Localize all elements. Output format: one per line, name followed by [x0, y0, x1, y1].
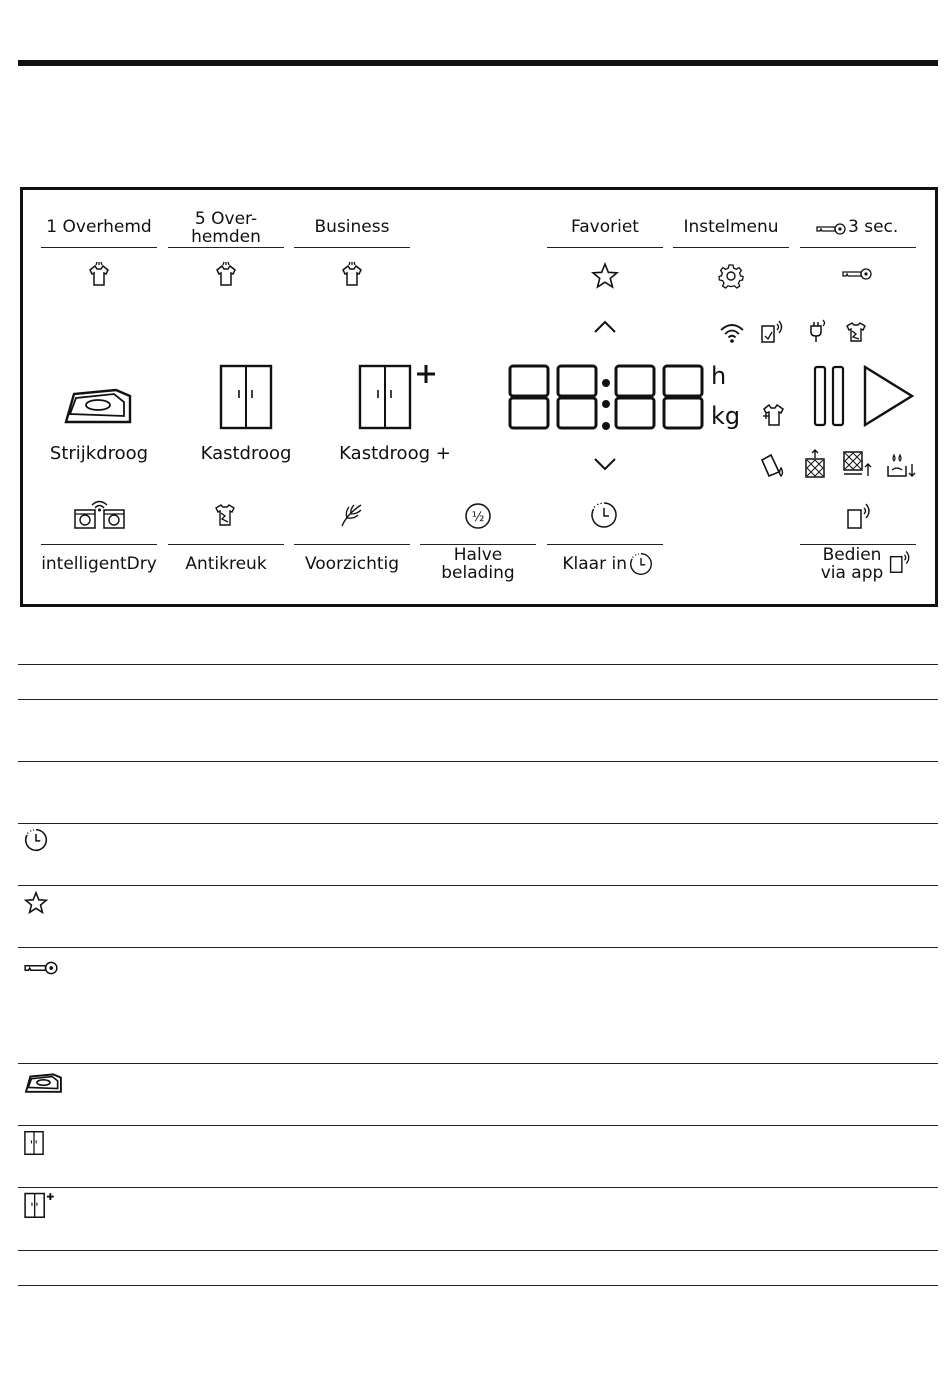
- divider: [673, 247, 789, 248]
- divider: [168, 544, 284, 545]
- chevron-down-icon[interactable]: [593, 457, 617, 471]
- business-label[interactable]: Business: [314, 217, 390, 237]
- cupboard-plus-icon[interactable]: [358, 362, 440, 430]
- table-rule: [18, 1125, 938, 1126]
- cupboard-plus-icon: [24, 1192, 56, 1218]
- water-container-icon: [759, 452, 787, 480]
- divider: [547, 544, 663, 545]
- divider: [41, 544, 157, 545]
- energy-plug-icon: [806, 318, 828, 344]
- divider: [294, 544, 410, 545]
- table-rule: [18, 947, 938, 948]
- top-rule: [18, 60, 938, 66]
- table-rule: [18, 761, 938, 762]
- cupboard-dry-label[interactable]: Kastdroog: [200, 443, 292, 464]
- anti-crease-icon: [212, 502, 238, 528]
- clock-icon: [629, 552, 653, 576]
- key-icon: [842, 267, 872, 281]
- remote-icon: [845, 500, 875, 530]
- shirt-icon: [85, 262, 113, 288]
- remote-icon: [888, 547, 914, 575]
- svg-text:½: ½: [471, 510, 485, 525]
- intelligent-dry-icon: [74, 498, 126, 530]
- wifi-icon: [719, 322, 745, 344]
- remote-start-icon: [759, 318, 785, 344]
- anti-crease-icon: [843, 320, 869, 344]
- half-load-label[interactable]: Halve belading: [441, 545, 515, 583]
- childlock-label[interactable]: 3 sec.: [848, 217, 899, 237]
- anti-crease-label[interactable]: Antikreuk: [185, 554, 267, 574]
- iron-dry-label[interactable]: Strijkdroog: [49, 443, 149, 464]
- favorite-label[interactable]: Favoriet: [571, 217, 639, 237]
- table-rule: [18, 1250, 938, 1251]
- table-rule: [18, 1187, 938, 1188]
- key-icon: [24, 960, 58, 976]
- iron-icon[interactable]: [64, 382, 134, 426]
- table-rule: [18, 1285, 938, 1286]
- star-icon: [591, 262, 619, 290]
- play-icon[interactable]: [862, 364, 916, 428]
- half-load-icon: [464, 502, 492, 530]
- divider: [41, 247, 157, 248]
- gear-icon: [718, 263, 744, 289]
- five-shirts-label[interactable]: 5 Over- hemden: [191, 209, 261, 247]
- shirt-icon: [212, 262, 240, 288]
- unit-hours: h: [711, 362, 727, 390]
- remote-label[interactable]: Bedien via app: [820, 545, 884, 583]
- pause-icon[interactable]: [813, 365, 845, 427]
- unit-kg: kg: [711, 402, 741, 430]
- table-rule: [18, 1063, 938, 1064]
- clock-icon: [590, 501, 618, 529]
- table-rule: [18, 823, 938, 824]
- shirt-icon: [338, 262, 366, 288]
- filter-rinse-icon: [842, 450, 874, 480]
- table-rule: [18, 664, 938, 665]
- table-rule: [18, 885, 938, 886]
- star-icon: [24, 891, 48, 915]
- intelligent-dry-label[interactable]: intelligentDry: [41, 554, 157, 574]
- ready-in-label[interactable]: Klaar in: [562, 554, 627, 574]
- add-laundry-icon: [760, 402, 788, 428]
- one-shirt-label[interactable]: 1 Overhemd: [46, 217, 152, 237]
- clock-icon: [24, 828, 48, 852]
- cupboard-dry-plus-label[interactable]: Kastdroog +: [339, 443, 451, 464]
- seven-segment-display: [508, 364, 704, 432]
- table-rule: [18, 699, 938, 700]
- cupboard-icon: [24, 1131, 44, 1155]
- divider: [800, 247, 916, 248]
- cupboard-icon[interactable]: [219, 364, 273, 430]
- chevron-up-icon[interactable]: [593, 320, 617, 334]
- iron-icon: [24, 1070, 64, 1094]
- filter-clean-icon: [803, 449, 827, 479]
- divider: [547, 247, 663, 248]
- condenser-empty-icon: [886, 452, 918, 480]
- divider: [294, 247, 410, 248]
- feather-icon: [339, 502, 365, 528]
- key-icon: [816, 222, 846, 236]
- settings-menu-label[interactable]: Instelmenu: [683, 217, 779, 237]
- divider: [168, 247, 284, 248]
- gentle-label[interactable]: Voorzichtig: [304, 554, 400, 574]
